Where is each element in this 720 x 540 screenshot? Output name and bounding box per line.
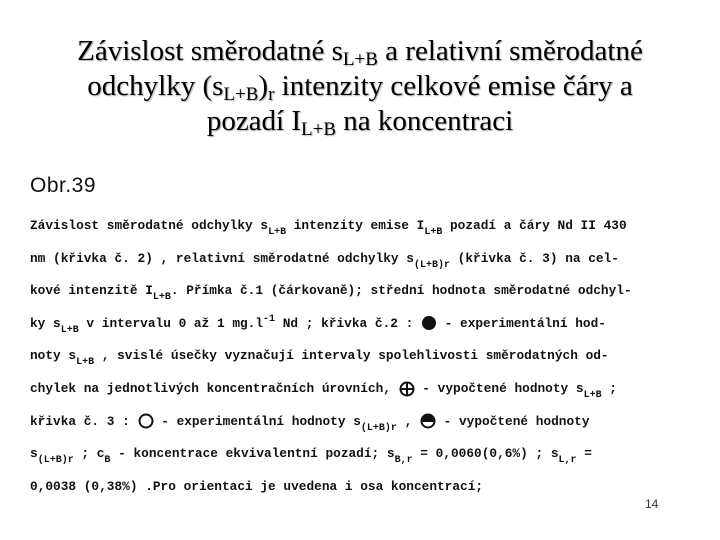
caption-text: chylek na jednotlivých koncentračních úrovních, — [30, 380, 391, 396]
page-number: 14 — [645, 497, 659, 511]
caption-line-3 — [30, 275, 698, 308]
caption-text: kové intenzitě I — [30, 283, 153, 299]
caption-text: = 0,0060(0,6%) ; s — [412, 446, 559, 462]
title-text: Závislost směrodatné s — [77, 35, 343, 67]
caption-text: pozadí a čáry Nd II 430 — [442, 218, 627, 233]
caption-text: ; c — [73, 446, 105, 462]
caption-text: - experimentální hodnoty s — [153, 413, 361, 429]
caption-text: noty s — [30, 348, 77, 364]
caption-text: intenzity emise I — [286, 218, 425, 233]
caption-text: křivka č. 3 : — [30, 413, 130, 429]
caption-text: nm (křivka č. 2) , relativní směrodatné odchylky s — [30, 250, 414, 266]
title-line-2 — [0, 69, 720, 104]
caption-subscript: L,r — [558, 455, 577, 467]
caption-subscript: L+B — [60, 324, 79, 336]
caption-text: s — [30, 446, 38, 462]
caption-text: Závislost směrodatné odchylky s — [30, 218, 269, 233]
caption-subscript: (L+B)r — [360, 422, 397, 434]
figure-label: Obr.39 — [30, 174, 97, 197]
title-text: na koncentraci — [336, 105, 514, 137]
caption-text: = — [576, 446, 592, 462]
caption-line-4 — [30, 308, 698, 341]
figure-caption — [30, 210, 698, 503]
caption-line-5 — [30, 340, 698, 373]
circled-plus-icon — [399, 381, 415, 397]
caption-subscript: B,r — [394, 455, 413, 467]
open-circle-icon — [138, 413, 154, 429]
title-text: intenzity celkové emise čáry a — [274, 70, 633, 102]
caption-line-1 — [30, 210, 698, 243]
caption-text: , svislé úsečky vyznačují intervaly spolehlivosti směrodatných od- — [94, 348, 609, 364]
caption-text: - koncentrace ekvivalentní pozadí; s — [110, 446, 395, 462]
caption-text: ; — [601, 380, 617, 396]
caption-text: , — [396, 413, 413, 429]
title-text: a relativní směrodatné — [377, 35, 643, 67]
title-subscript: L+B — [342, 49, 378, 70]
caption-line-6 — [30, 373, 698, 406]
caption-subscript: L+B — [424, 227, 443, 238]
caption-line-2 — [30, 243, 698, 276]
caption-subscript: (L+B)r — [413, 259, 450, 271]
caption-subscript: L+B — [268, 227, 287, 238]
title-subscript: L+B — [301, 119, 337, 140]
caption-line-9: 0,0038 (0,38%) .Pro orientaci je uvedena i osa koncentrací; — [30, 478, 484, 494]
caption-text: - vypočtené hodnoty s — [414, 380, 584, 396]
caption-text: ky s — [30, 315, 61, 331]
caption-text: (křivka č. 3) na cel- — [450, 250, 619, 266]
caption-text: v intervalu 0 až 1 mg.l — [78, 315, 264, 331]
title-text: ) — [258, 70, 269, 102]
title-text: pozadí I — [206, 105, 302, 137]
caption-superscript: -1 — [263, 313, 276, 325]
caption-line-8 — [30, 438, 698, 471]
title-line-3 — [0, 104, 720, 139]
filled-circle-icon — [421, 315, 437, 331]
caption-line-7 — [30, 406, 698, 439]
caption-text: - experimentální hod- — [436, 315, 606, 331]
title-subscript: r — [268, 84, 275, 105]
caption-subscript: L+B — [583, 389, 602, 401]
caption-subscript: L+B — [152, 292, 171, 304]
caption-text: Nd ; křivka č.2 : — [275, 315, 414, 331]
caption-subscript: L+B — [76, 357, 95, 369]
title-subscript: L+B — [223, 84, 259, 105]
caption-subscript: (L+B)r — [37, 455, 74, 467]
title-text: odchylky (s — [87, 70, 224, 102]
caption-text: . Přímka č.1 (čárkovaně); střední hodnota směrodatné odchyl- — [170, 283, 632, 299]
half-filled-circle-icon — [420, 413, 436, 429]
slide-title — [0, 34, 720, 139]
title-line-1 — [0, 34, 720, 69]
caption-text: - vypočtené hodnoty — [435, 413, 590, 429]
caption-subscript: B — [104, 455, 111, 467]
